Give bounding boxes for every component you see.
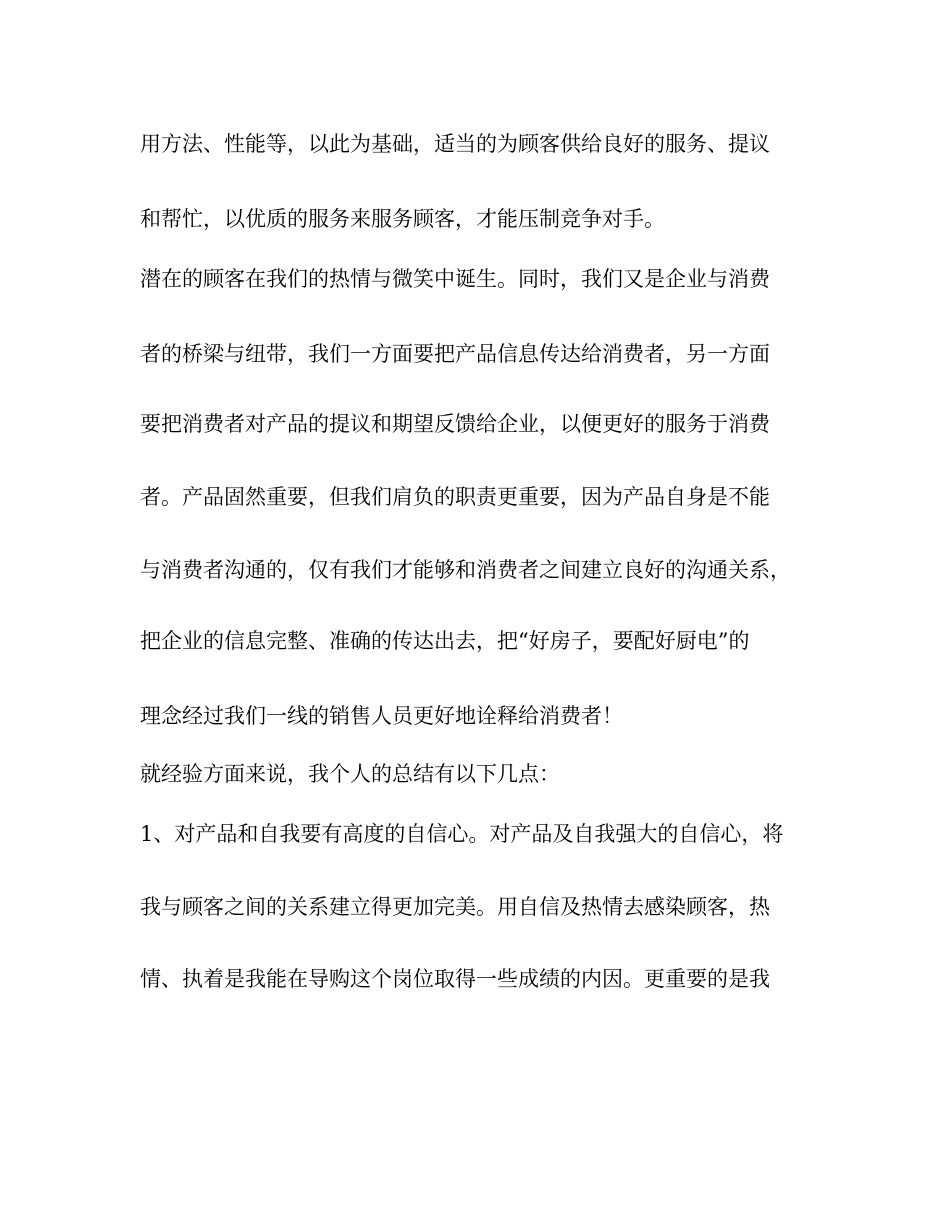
text-line-11: 1、对产品和自我要有高度的自信心。对产品及自我强大的自信心，将 [140, 822, 784, 846]
text-line-2: 和帮忙，以优质的服务来服务顾客，才能压制竞争对手。 [140, 207, 665, 231]
text-line-10: 就经验方面来说，我个人的总结有以下几点： [140, 762, 560, 786]
text-line-3: 潜在的顾客在我们的热情与微笑中诞生。同时，我们又是企业与消费 [140, 267, 770, 291]
text-line-4: 者的桥梁与纽带，我们一方面要把产品信息传达给消费者，另一方面 [140, 342, 770, 366]
text-line-8: 把企业的信息完整、准确的传达出去，把“好房子，要配好厨电”的 [140, 629, 750, 653]
text-line-1: 用方法、性能等，以此为基础，适当的为顾客供给良好的服务、提议 [140, 132, 770, 156]
text-line-12: 我与顾客之间的关系建立得更加完美。用自信及热情去感染顾客，热 [140, 895, 770, 919]
text-line-5: 要把消费者对产品的提议和期望反馈给企业，以便更好的服务于消费 [140, 412, 770, 436]
text-line-6: 者。产品固然重要，但我们肩负的职责更重要，因为产品自身是不能 [140, 485, 770, 509]
text-line-9: 理念经过我们一线的销售人员更好地诠释给消费者！ [140, 704, 623, 728]
text-line-13: 情、执着是我能在导购这个岗位取得一些成绩的内因。更重要的是我 [140, 967, 770, 991]
text-line-7: 与消费者沟通的，仅有我们才能够和消费者之间建立良好的沟通关系， [140, 558, 791, 582]
